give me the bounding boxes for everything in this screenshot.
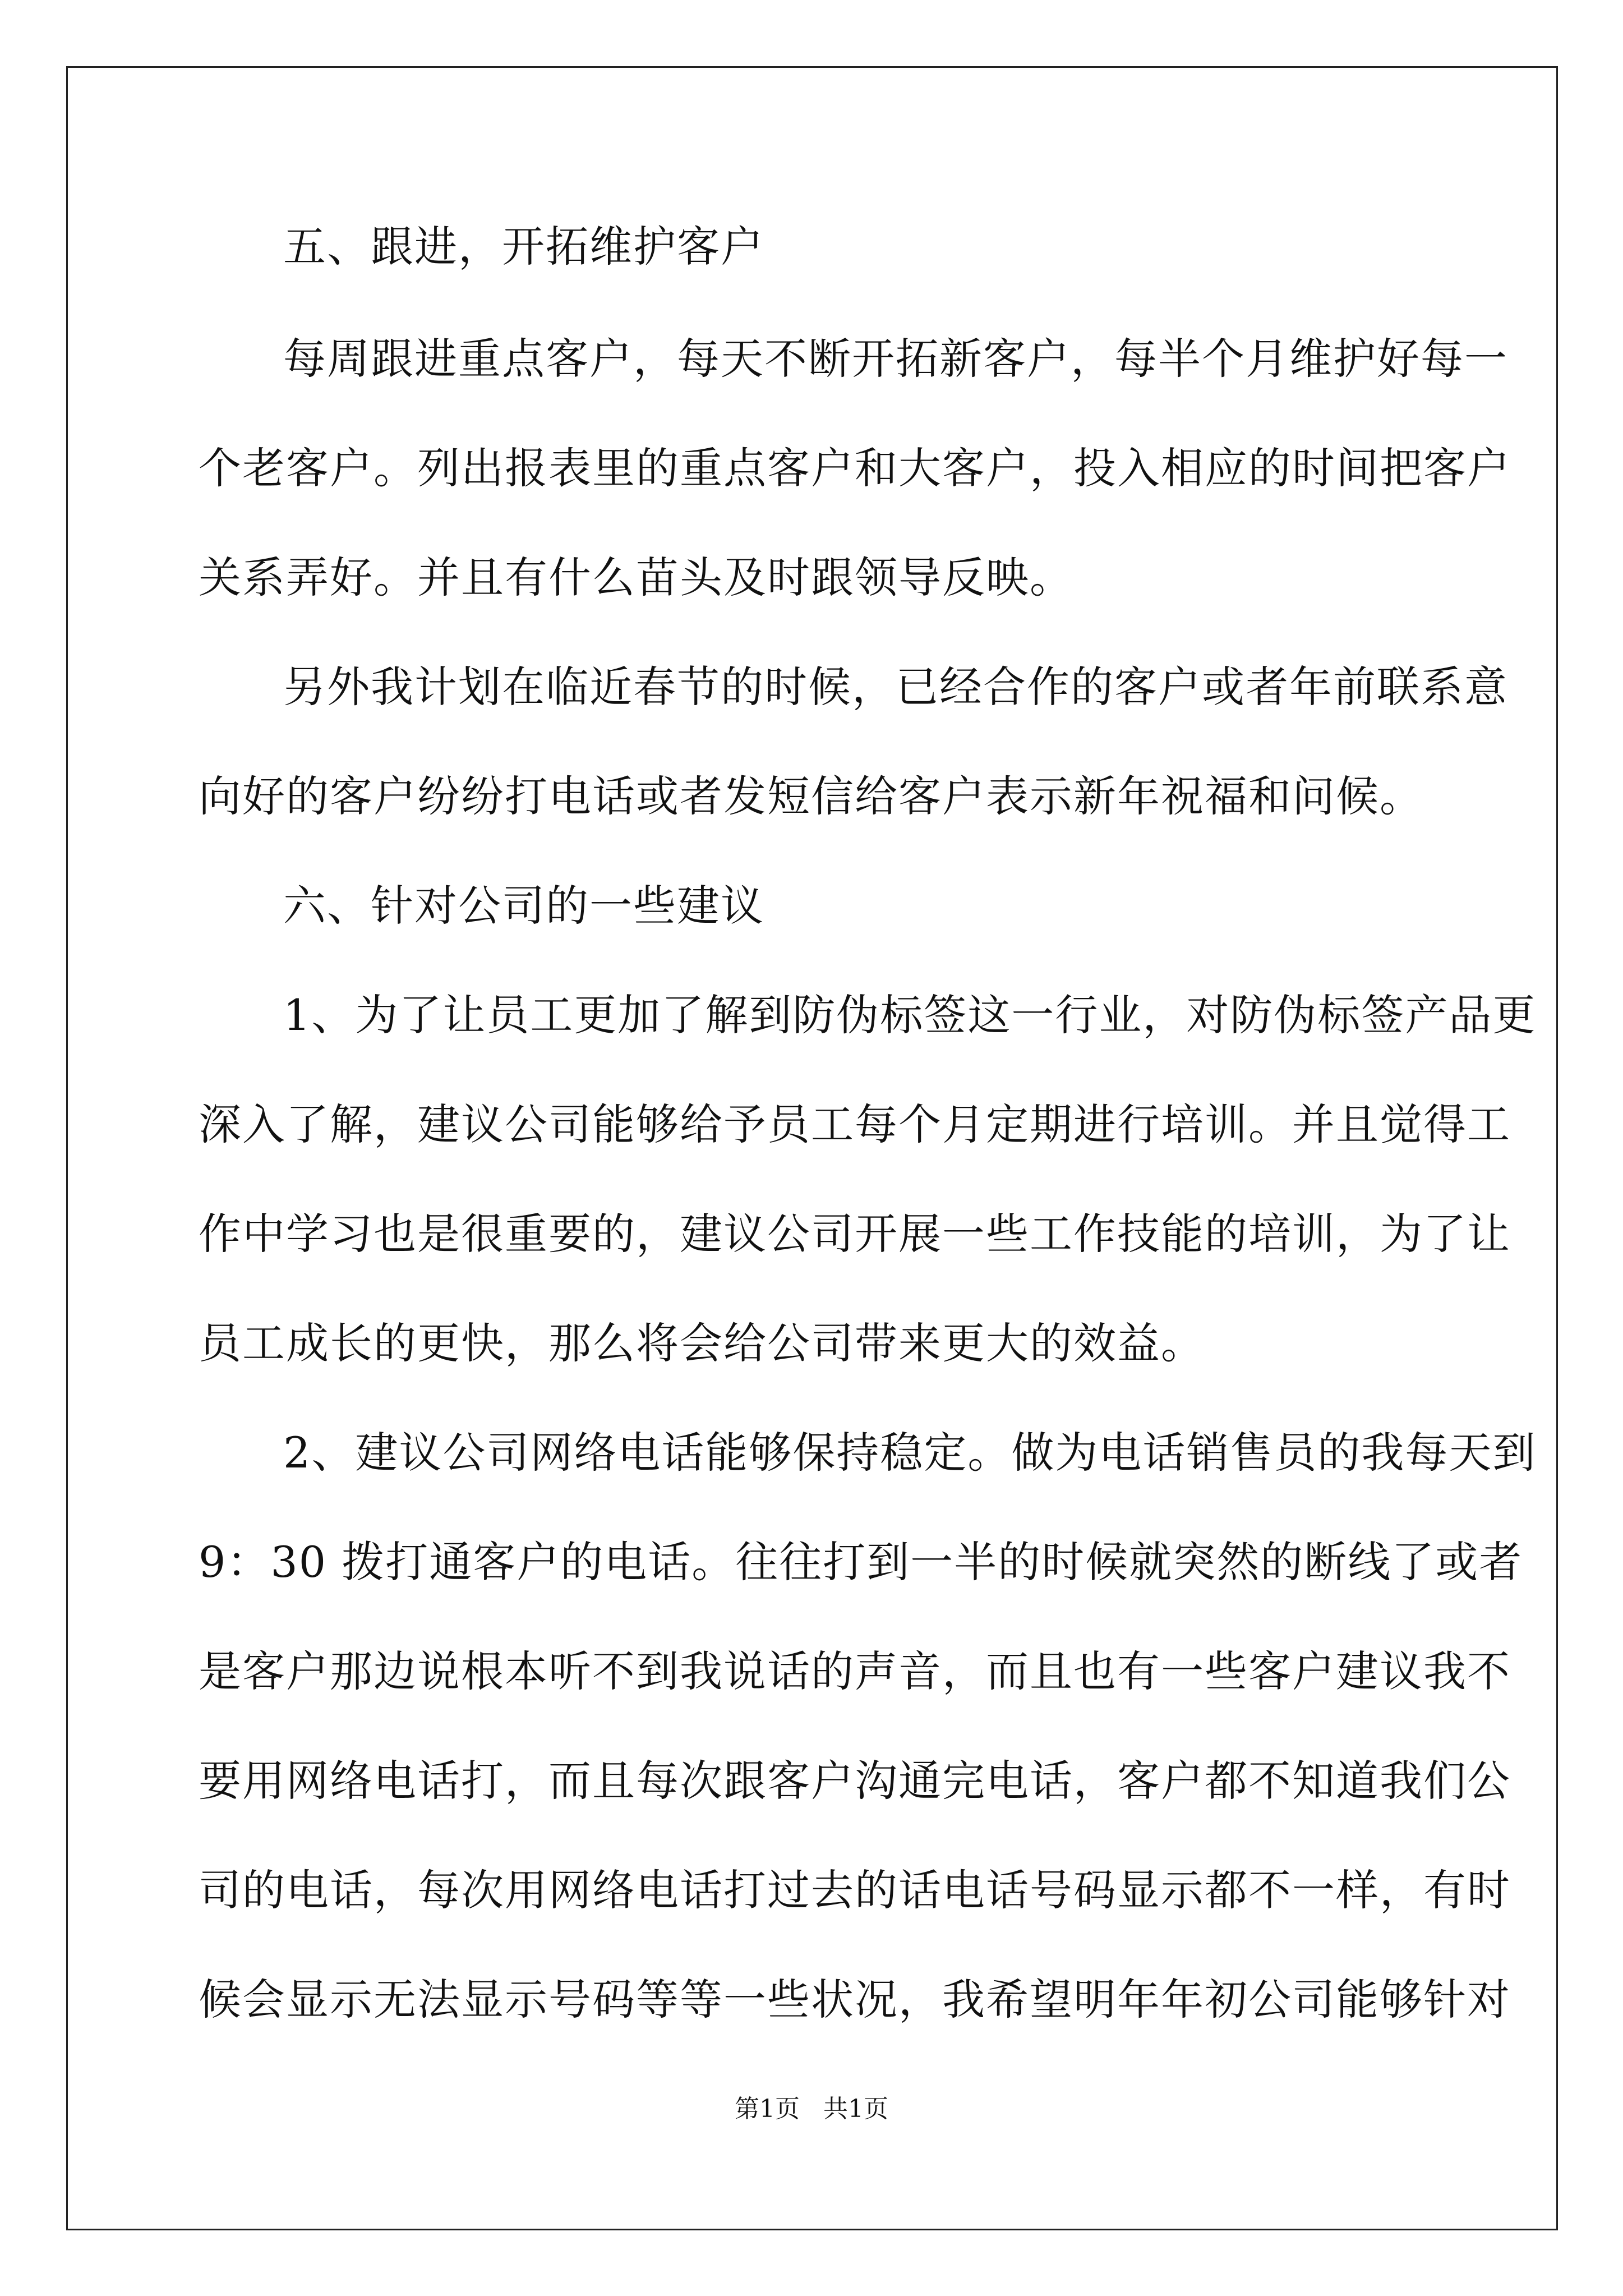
section-heading-5: 五、跟进，开拓维护客户 [283,222,764,272]
body-line: 2、建议公司网络电话能够保持稳定。做为电话销售员的我每天到 [283,1428,1537,1478]
body-line: 候会显示无法显示号码等等一些状况，我希望明年年初公司能够针对 [199,1975,1511,2024]
page-footer: 第1页 共1页 [735,2095,888,2123]
body-line: 每周跟进重点客户，每天不断开拓新客户，每半个月维护好每一 [283,334,1508,384]
body-line: 关系弄好。并且有什么苗头及时跟领导反映。 [199,553,1073,602]
body-line: 司的电话，每次用网络电话打过去的话电话号码显示都不一样，有时 [199,1865,1511,1915]
body-line: 员工成长的更快，那么将会给公司带来更大的效益。 [199,1318,1205,1368]
body-line: 作中学习也是很重要的，建议公司开展一些工作技能的培训，为了让 [199,1209,1511,1259]
body-line: 深入了解，建议公司能够给予员工每个月定期进行培训。并且觉得工 [199,1099,1511,1149]
body-line: 1、为了让员工更加了解到防伪标签这一行业，对防伪标签产品更 [283,990,1537,1040]
body-line: 向好的客户纷纷打电话或者发短信给客户表示新年祝福和问候。 [199,771,1423,821]
body-line: 另外我计划在临近春节的时候，已经合作的客户或者年前联系意 [283,662,1508,712]
body-line: 要用网络电话打，而且每次跟客户沟通完电话，客户都不知道我们公 [199,1756,1511,1806]
body-line: 是客户那边说根本听不到我说话的声音，而且也有一些客户建议我不 [199,1646,1511,1696]
section-heading-6: 六、针对公司的一些建议 [283,881,764,931]
body-line: 9：30 拨打通客户的电话。往往打到一半的时候就突然的断线了或者 [199,1537,1523,1587]
body-line: 个老客户。列出报表里的重点客户和大客户，投入相应的时间把客户 [199,443,1511,493]
